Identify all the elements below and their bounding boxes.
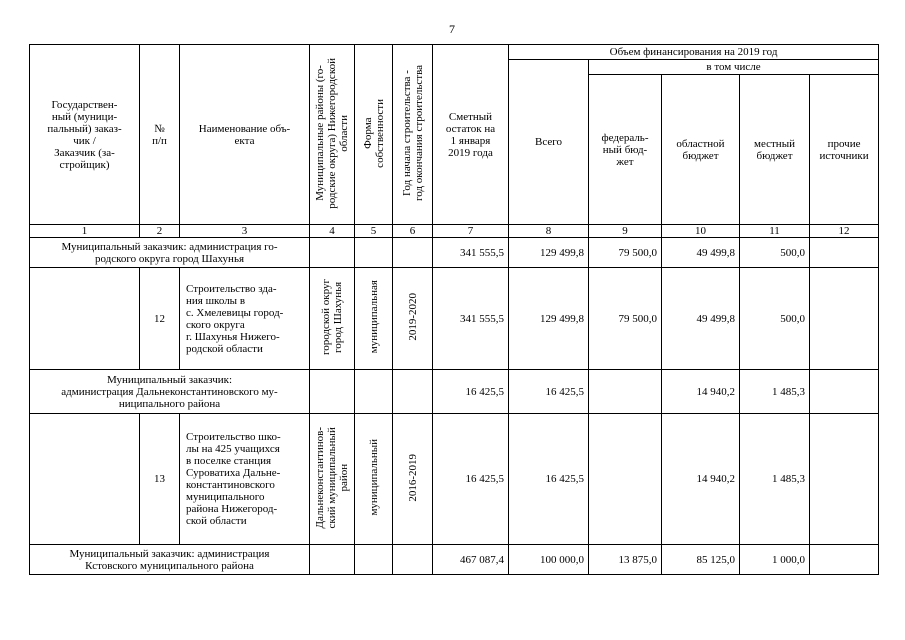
estimated-balance: 341 555,5: [433, 238, 509, 268]
header-federal: федераль- ный бюд- жет: [589, 75, 662, 225]
object-num: 12: [140, 268, 180, 370]
object-period: 2016-2019: [393, 414, 433, 545]
column-number: 8: [509, 225, 589, 238]
federal-amount: [589, 414, 662, 545]
regional-amount: 49 499,8: [662, 268, 740, 370]
customer-row: [30, 370, 879, 414]
local-amount: 1 485,3: [740, 370, 810, 414]
other-amount: [810, 268, 879, 370]
estimated-balance: 341 555,5: [433, 268, 509, 370]
object-row: [30, 414, 879, 545]
local-amount: 500,0: [740, 268, 810, 370]
header-other: прочие источники: [810, 75, 879, 225]
customer-name: Муниципальный заказчик: администрация Дальнеконстантиновского му- ниципального района: [30, 370, 310, 414]
total-amount: 16 425,5: [509, 414, 589, 545]
other-amount: [810, 545, 879, 575]
column-number: 7: [433, 225, 509, 238]
federal-amount: 13 875,0: [589, 545, 662, 575]
column-number: 9: [589, 225, 662, 238]
header-including: в том числе: [589, 60, 879, 75]
customer-row: [30, 238, 879, 268]
object-name: Строительство шко- лы на 425 учащихся в поселке станция Суроватиха Дальне- константиновского муниципального района Нижегород- ской области: [180, 414, 310, 545]
column-number: 10: [662, 225, 740, 238]
object-district: Дальнеконстантинов- ский муниципальный район: [310, 414, 355, 545]
financing-table: [29, 44, 879, 575]
other-amount: [810, 414, 879, 545]
object-name: Строительство зда- ния школы в с. Хмелевицы город- ского округа г. Шахунья Нижего- родской области: [180, 268, 310, 370]
column-number: 6: [393, 225, 433, 238]
regional-amount: 49 499,8: [662, 238, 740, 268]
header-num: № п/п: [140, 45, 180, 225]
column-numbers-row: [30, 225, 879, 238]
object-row: [30, 268, 879, 370]
object-period: 2019-2020: [393, 268, 433, 370]
column-number: 1: [30, 225, 140, 238]
header-local: местный бюджет: [740, 75, 810, 225]
header-construction-period: Год начала строительства - год окончания строительства: [393, 45, 433, 225]
column-number: 3: [180, 225, 310, 238]
column-number: 4: [310, 225, 355, 238]
federal-amount: 79 500,0: [589, 268, 662, 370]
column-number: 5: [355, 225, 393, 238]
customer-name: Муниципальный заказчик: администрация Кстовского муниципального района: [30, 545, 310, 575]
column-number: 12: [810, 225, 879, 238]
object-ownership: муниципальный: [355, 414, 393, 545]
federal-amount: [589, 370, 662, 414]
object-num: 13: [140, 414, 180, 545]
object-ownership: муниципальная: [355, 268, 393, 370]
column-number: 2: [140, 225, 180, 238]
other-amount: [810, 370, 879, 414]
estimated-balance: 16 425,5: [433, 414, 509, 545]
regional-amount: 14 940,2: [662, 414, 740, 545]
total-amount: 129 499,8: [509, 238, 589, 268]
total-amount: 16 425,5: [509, 370, 589, 414]
customer-name: Муниципальный заказчик: администрация го- родского округа город Шахунья: [30, 238, 310, 268]
other-amount: [810, 238, 879, 268]
regional-amount: 85 125,0: [662, 545, 740, 575]
total-amount: 129 499,8: [509, 268, 589, 370]
header-municipal-district: Муниципальные районы (го- родские округа) Нижегородской области: [310, 45, 355, 225]
header-estimated-balance: Сметный остаток на 1 января 2019 года: [433, 45, 509, 225]
total-amount: 100 000,0: [509, 545, 589, 575]
page-number: 7: [449, 22, 455, 36]
header-ownership: Форма собственности: [355, 45, 393, 225]
local-amount: 1 000,0: [740, 545, 810, 575]
customer-row: [30, 545, 879, 575]
estimated-balance: 467 087,4: [433, 545, 509, 575]
local-amount: 500,0: [740, 238, 810, 268]
local-amount: 1 485,3: [740, 414, 810, 545]
header-object-name: Наименование объ- екта: [180, 45, 310, 225]
object-district: городской округ город Шахунья: [310, 268, 355, 370]
header-funding-volume: Объем финансирования на 2019 год: [509, 45, 879, 60]
estimated-balance: 16 425,5: [433, 370, 509, 414]
regional-amount: 14 940,2: [662, 370, 740, 414]
header-total: Всего: [509, 60, 589, 225]
header-regional: областной бюджет: [662, 75, 740, 225]
column-number: 11: [740, 225, 810, 238]
federal-amount: 79 500,0: [589, 238, 662, 268]
header-customer: Государствен- ный (муници- пальный) заказ- чик / Заказчик (за- стройщик): [30, 45, 140, 225]
